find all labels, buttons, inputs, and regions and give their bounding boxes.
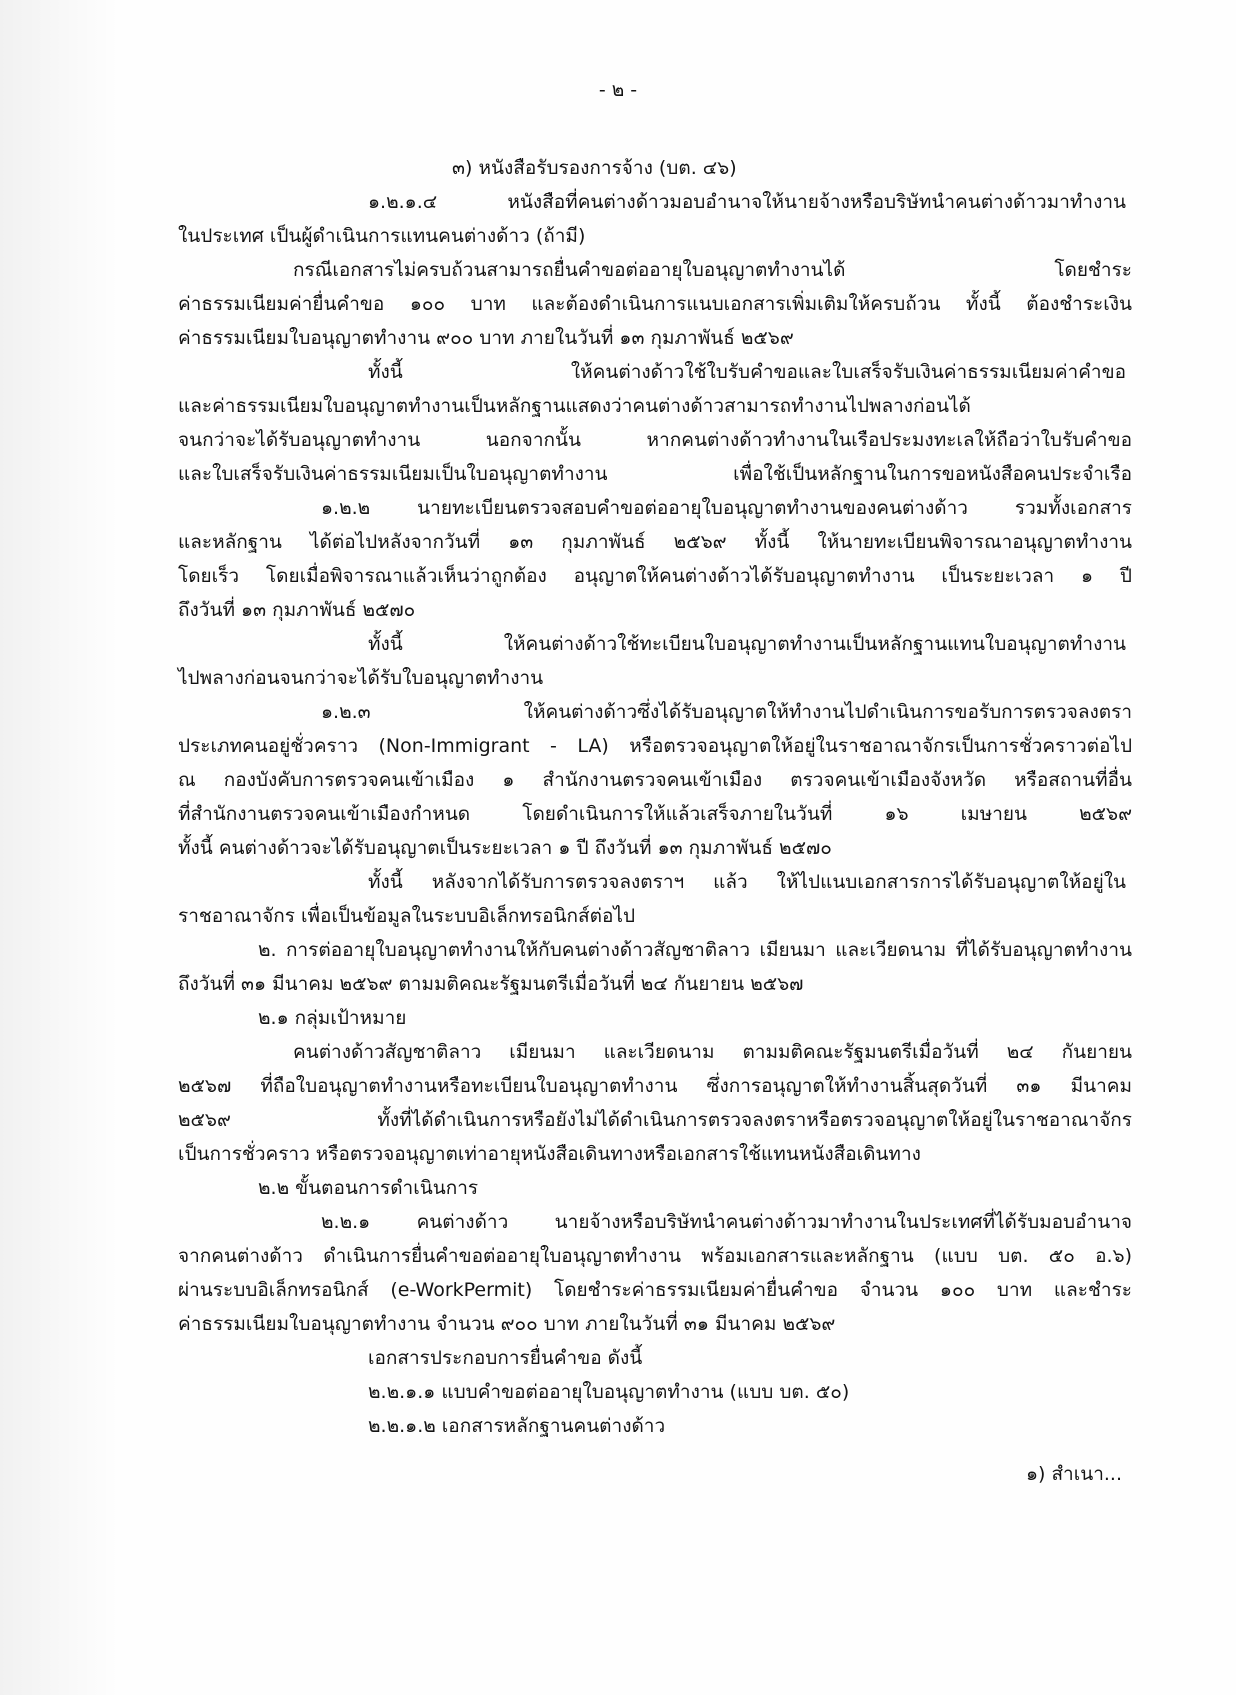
text-line: กรณีเอกสารไม่ครบถ้วนสามารถยื่นคำขอต่ออายุใบอนุญาตทำงานได้ โดยชำระ [293, 259, 1132, 281]
text-line: ๓) หนังสือรับรองการจ้าง (บต. ๔๖) [452, 157, 737, 179]
section-heading: ๒.๑ กลุ่มเป้าหมาย [258, 1007, 407, 1029]
text-line: ถึงวันที่ ๑๓ กุมภาพันธ์ ๒๕๗๐ [178, 599, 416, 621]
text-line: ค่าธรรมเนียมใบอนุญาตทำงาน จำนวน ๙๐๐ บาท ภายในวันที่ ๓๑ มีนาคม ๒๕๖๙ [178, 1313, 836, 1335]
text-line: ๒.๒.๑ คนต่างด้าว นายจ้างหรือบริษัทนำคนต่างด้าวมาทำงานในประเทศที่ได้รับมอบอำนาจ [321, 1211, 1132, 1233]
text-line: ณ กองบังคับการตรวจคนเข้าเมือง ๑ สำนักงานตรวจคนเข้าเมือง ตรวจคนเข้าเมืองจังหวัด หรือสถานที่อื่น [178, 769, 1132, 791]
text-line: ๒๕๖๙ ทั้งที่ได้ดำเนินการหรือยังไม่ได้ดำเนินการตรวจลงตราหรือตรวจอนุญาตให้อยู่ในราชอาณาจักร [178, 1109, 1132, 1131]
text-line: และหลักฐาน ได้ต่อไปหลังจากวันที่ ๑๓ กุมภาพันธ์ ๒๕๖๙ ทั้งนี้ ให้นายทะเบียนพิจารณาอนุญาตทำงาน [178, 531, 1132, 553]
text-line: ๒.๒.๑.๑ แบบคำขอต่ออายุใบอนุญาตทำงาน (แบบ บต. ๕๐) [368, 1381, 850, 1403]
text-line: ประเภทคนอยู่ชั่วคราว (Non-Immigrant - LA) หรือตรวจอนุญาตให้อยู่ในราชอาณาจักรเป็นการชั่วคราวต่อไป [178, 735, 1132, 757]
scan-shadow [0, 0, 120, 1695]
text-line: ในประเทศ เป็นผู้ดำเนินการแทนคนต่างด้าว (ถ้ามี) [178, 225, 586, 247]
page-number: - ๒ - [598, 79, 638, 101]
text-line: ๒๕๖๗ ที่ถือใบอนุญาตทำงานหรือทะเบียนใบอนุญาตทำงาน ซึ่งการอนุญาตให้ทำงานสิ้นสุดวันที่ ๓๑ มีนาคม [178, 1075, 1132, 1097]
text-line: ทั้งนี้ ให้คนต่างด้าวใช้ใบรับคำขอและใบเสร็จรับเงินค่าธรรมเนียมค่าคำขอ [368, 361, 1126, 383]
text-line: จนกว่าจะได้รับอนุญาตทำงาน นอกจากนั้น หากคนต่างด้าวทำงานในเรือประมงทะเลให้ถือว่าใบรับคำขอ [178, 429, 1132, 451]
text-line: และใบเสร็จรับเงินค่าธรรมเนียมเป็นใบอนุญาตทำงาน เพื่อใช้เป็นหลักฐานในการขอหนังสือคนประจำเรือ [178, 463, 1132, 485]
text-line: ทั้งนี้ คนต่างด้าวจะได้รับอนุญาตเป็นระยะเวลา ๑ ปี ถึงวันที่ ๑๓ กุมภาพันธ์ ๒๕๗๐ [178, 837, 832, 859]
text-line: ค่าธรรมเนียมค่ายื่นคำขอ ๑๐๐ บาท และต้องดำเนินการแนบเอกสารเพิ่มเติมให้ครบถ้วน ทั้งนี้ ต้องชำระเงิน [178, 293, 1132, 315]
text-line: ๑.๒.๓ ให้คนต่างด้าวซึ่งได้รับอนุญาตให้ทำงานไปดำเนินการขอรับการตรวจลงตรา [321, 701, 1132, 723]
text-line: คนต่างด้าวสัญชาติลาว เมียนมา และเวียดนาม ตามมติคณะรัฐมนตรีเมื่อวันที่ ๒๔ กันยายน [293, 1041, 1132, 1063]
text-line: ทั้งนี้ ให้คนต่างด้าวใช้ทะเบียนใบอนุญาตทำงานเป็นหลักฐานแทนใบอนุญาตทำงาน [368, 633, 1126, 655]
text-line: ๒.๒.๑.๒ เอกสารหลักฐานคนต่างด้าว [368, 1415, 666, 1437]
text-line: ค่าธรรมเนียมใบอนุญาตทำงาน ๙๐๐ บาท ภายในวันที่ ๑๓ กุมภาพันธ์ ๒๕๖๙ [178, 327, 794, 349]
text-line: ไปพลางก่อนจนกว่าจะได้รับใบอนุญาตทำงาน [178, 667, 544, 689]
text-line: เป็นการชั่วคราว หรือตรวจอนุญาตเท่าอายุหนังสือเดินทางหรือเอกสารใช้แทนหนังสือเดินทาง [178, 1143, 921, 1165]
text-line: เอกสารประกอบการยื่นคำขอ ดังนี้ [368, 1347, 643, 1369]
text-line: ๑.๒.๑.๔ หนังสือที่คนต่างด้าวมอบอำนาจให้นายจ้างหรือบริษัทนำคนต่างด้าวมาทำงาน [368, 191, 1126, 213]
text-line: ทั้งนี้ หลังจากได้รับการตรวจลงตราฯ แล้ว ให้ไปแนบเอกสารการได้รับอนุญาตให้อยู่ใน [368, 871, 1126, 893]
text-line: โดยเร็ว โดยเมื่อพิจารณาแล้วเห็นว่าถูกต้อง อนุญาตให้คนต่างด้าวได้รับอนุญาตทำงาน เป็นระยะเวลา ๑ ปี [178, 565, 1132, 587]
text-line: ๒. การต่ออายุใบอนุญาตทำงานให้กับคนต่างด้าวสัญชาติลาว เมียนมา และเวียดนาม ที่ได้รับอนุญาตทำงาน [258, 939, 1132, 961]
text-line: ราชอาณาจักร เพื่อเป็นข้อมูลในระบบอิเล็กทรอนิกส์ต่อไป [178, 905, 636, 927]
text-line: จากคนต่างด้าว ดำเนินการยื่นคำขอต่ออายุใบอนุญาตทำงาน พร้อมเอกสารและหลักฐาน (แบบ บต. ๕๐ อ.๖) [178, 1245, 1132, 1267]
text-line: ผ่านระบบอิเล็กทรอนิกส์ (e-WorkPermit) โดยชำระค่าธรรมเนียมค่ายื่นคำขอ จำนวน ๑๐๐ บาท และชำระ [178, 1279, 1132, 1301]
text-line: ถึงวันที่ ๓๑ มีนาคม ๒๕๖๙ ตามมติคณะรัฐมนตรีเมื่อวันที่ ๒๔ กันยายน ๒๕๖๗ [178, 973, 804, 995]
section-heading: ๒.๒ ขั้นตอนการดำเนินการ [258, 1177, 479, 1199]
text-line: ที่สำนักงานตรวจคนเข้าเมืองกำหนด โดยดำเนินการให้แล้วเสร็จภายในวันที่ ๑๖ เมษายน ๒๕๖๙ [178, 803, 1132, 825]
text-line: และค่าธรรมเนียมใบอนุญาตทำงานเป็นหลักฐานแสดงว่าคนต่างด้าวสามารถทำงานไปพลางก่อนได้ [178, 395, 971, 417]
continuation-marker: ๑) สำเนา... [1025, 1463, 1122, 1485]
text-line: ๑.๒.๒ นายทะเบียนตรวจสอบคำขอต่ออายุใบอนุญาตทำงานของคนต่างด้าว รวมทั้งเอกสาร [321, 497, 1132, 519]
